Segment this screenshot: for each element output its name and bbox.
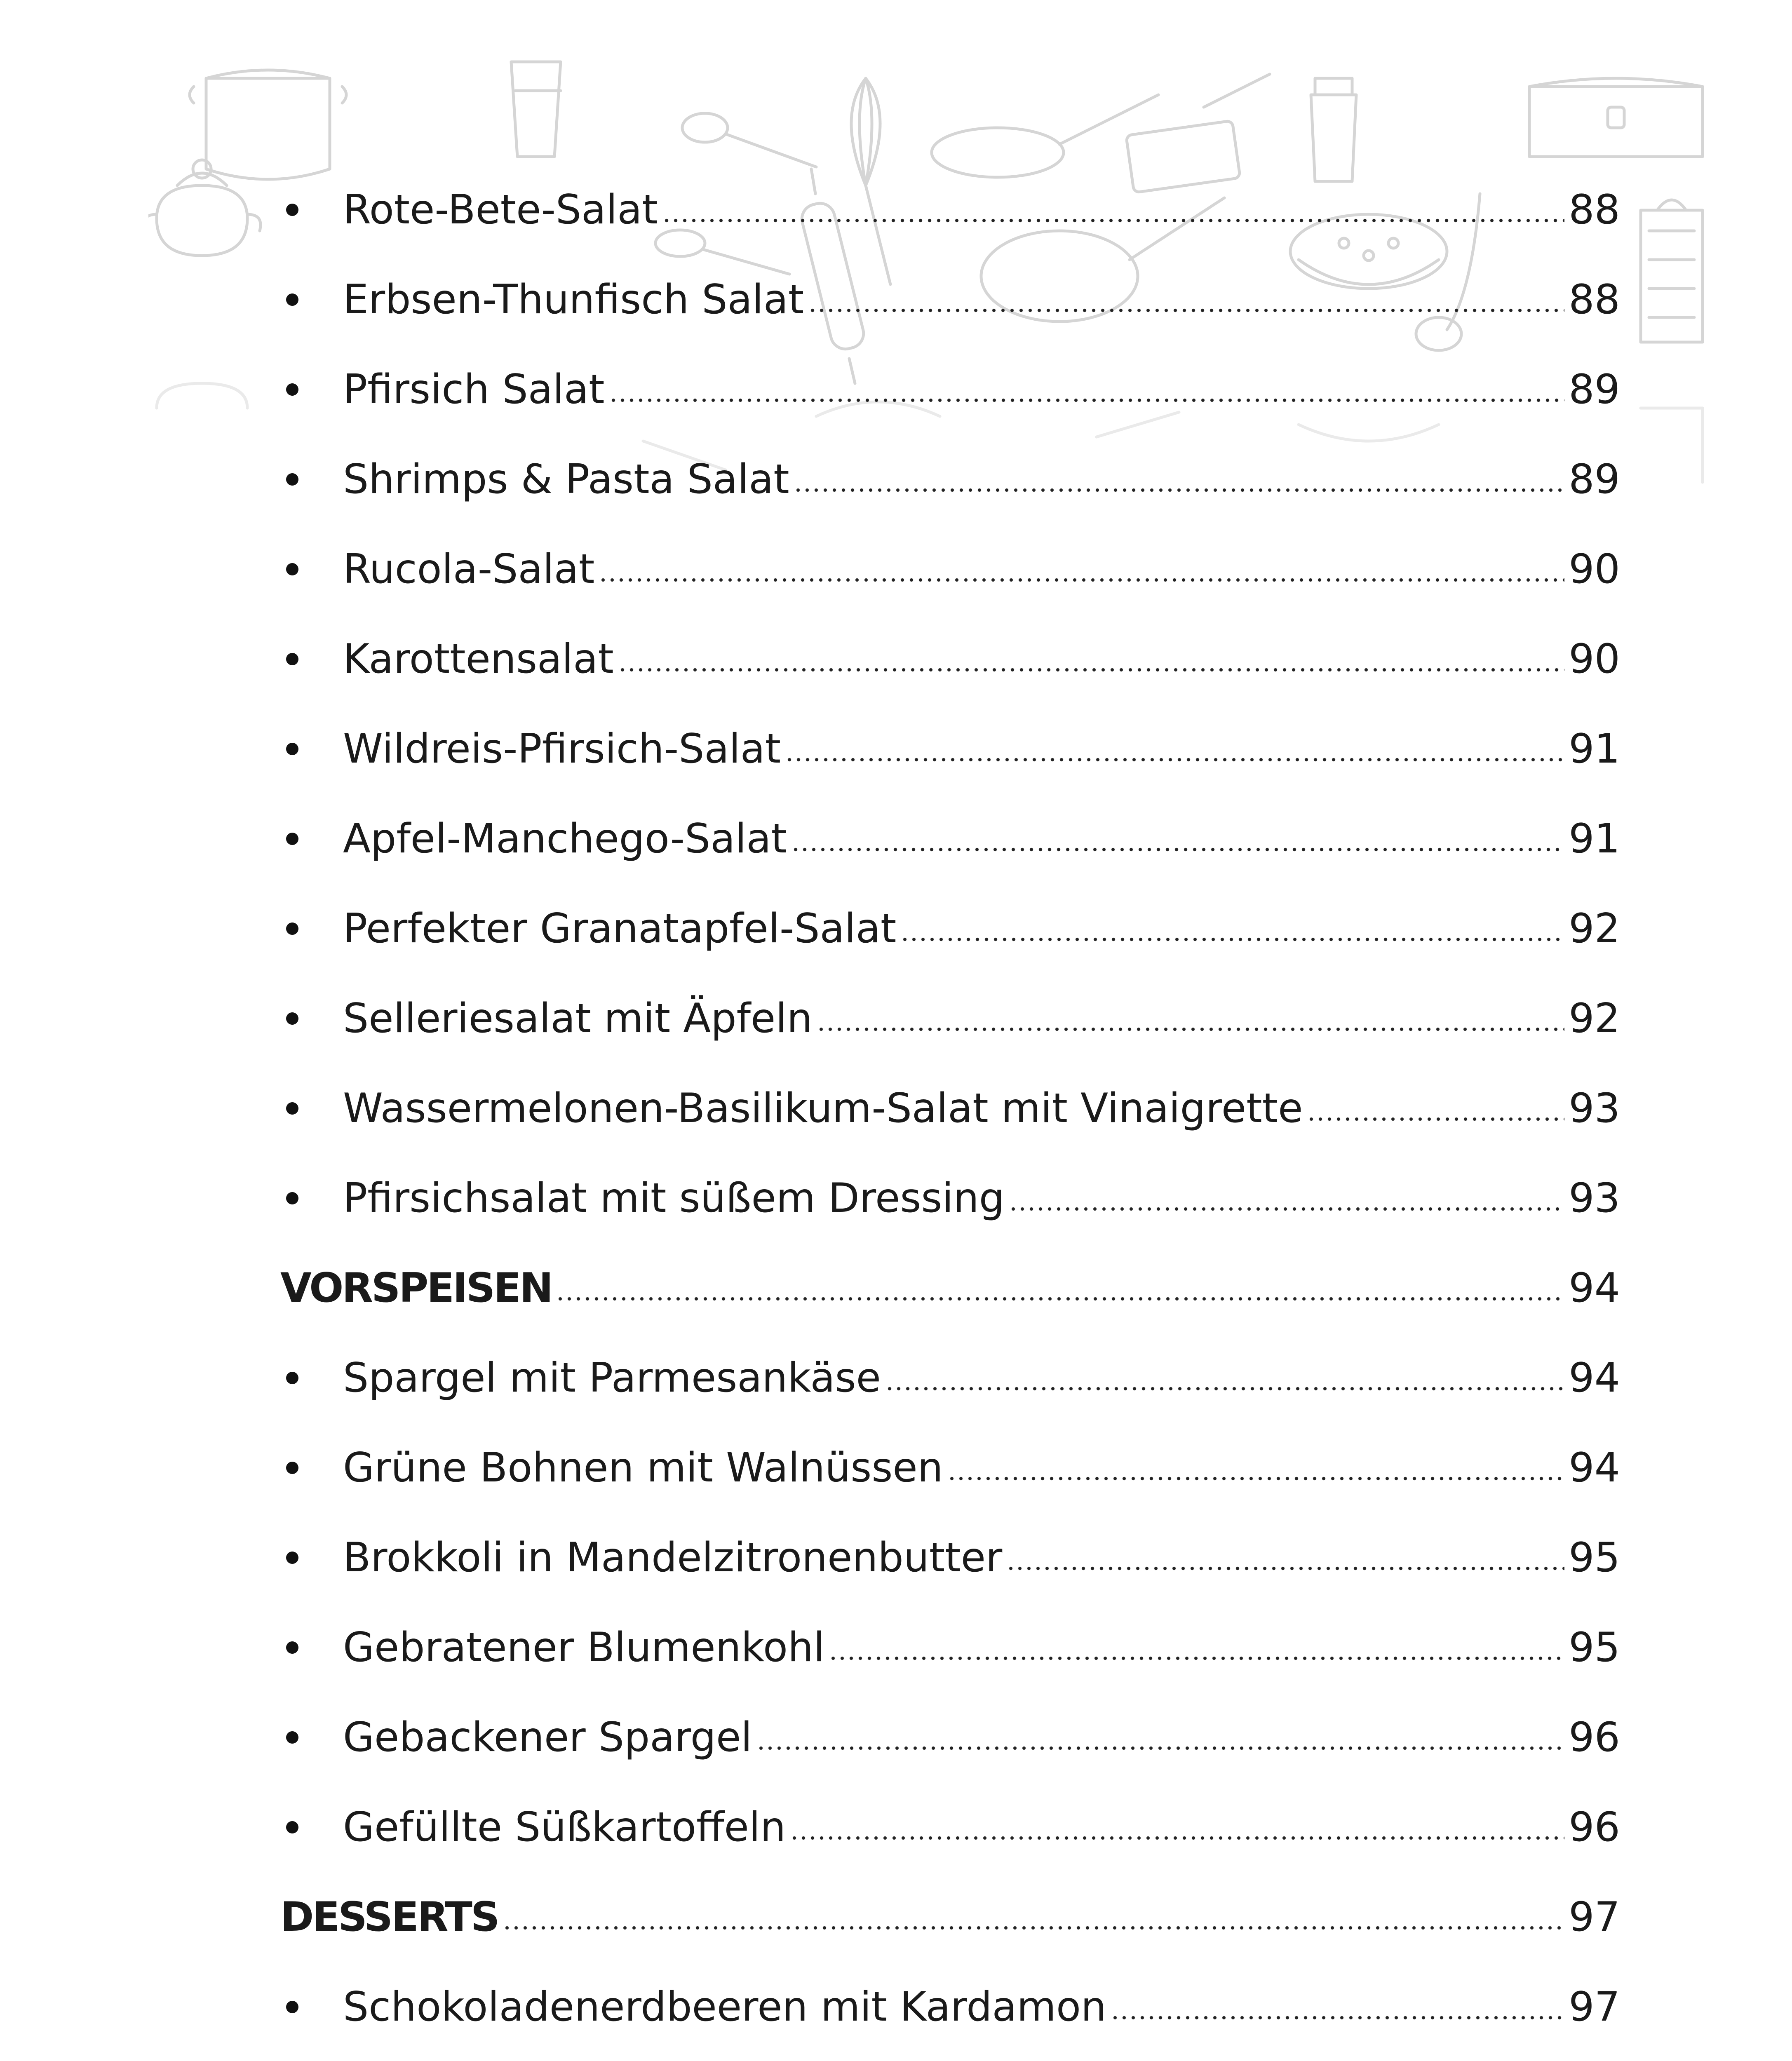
toc-section-heading[interactable] [280, 1243, 1620, 1333]
bullet-icon [286, 383, 298, 396]
dot-leader [791, 819, 1564, 859]
dot-leader [1009, 1178, 1564, 1218]
bullet-icon [286, 473, 298, 486]
toc-entry[interactable] [280, 345, 1620, 434]
toc-page-number: 91 [1569, 725, 1620, 772]
bullet-icon [286, 923, 298, 935]
bullet-icon [286, 2001, 298, 2013]
toc-entry[interactable] [280, 1782, 1620, 1872]
toc-page-number: 88 [1569, 276, 1620, 323]
dot-leader [1111, 1987, 1564, 2027]
toc-entry-title: Grüne Bohnen mit Walnüssen [343, 1444, 943, 1491]
dot-leader [885, 1358, 1564, 1398]
dot-leader [1006, 1538, 1564, 1578]
toc-entry-title: Rucola-Salat [343, 546, 595, 593]
toc-page-number: 95 [1569, 1624, 1620, 1671]
toc-page-number: 90 [1569, 636, 1620, 683]
toc-entry-title: Rote-Bete-Salat [343, 186, 658, 233]
dot-leader [503, 1897, 1565, 1937]
toc-page-number: 93 [1569, 1085, 1620, 1132]
toc-entry-title: Apfel-Manchego-Salat [343, 815, 787, 862]
toc-entry[interactable] [280, 1333, 1620, 1423]
toc-entry-title: Perfekter Granatapfel-Salat [343, 905, 897, 952]
toc-entry[interactable] [280, 1692, 1620, 1782]
toc-page-number: 96 [1569, 1804, 1620, 1851]
bullet-icon [286, 1372, 298, 1384]
dot-leader [618, 639, 1565, 679]
dot-leader [756, 1717, 1565, 1758]
bullet-icon [286, 563, 298, 575]
toc-entry[interactable] [280, 1153, 1620, 1243]
toc-section-heading[interactable] [280, 1872, 1620, 1962]
toc-entry[interactable] [280, 1962, 1620, 2052]
toc-entry-title: Wildreis-Pfirsich-Salat [343, 725, 781, 772]
sugar-bowl-icon [148, 160, 261, 256]
bullet-icon [286, 1821, 298, 1833]
dot-leader [900, 908, 1564, 949]
bullet-icon [286, 743, 298, 755]
toc-entry-title: Brokkoli in Mandelzitronenbutter [343, 1534, 1003, 1581]
toc-page-number: 94 [1569, 1444, 1620, 1491]
toc-section-title: VORSPEISEN [280, 1265, 552, 1312]
dot-leader [662, 190, 1564, 230]
baking-tin-icon [1529, 78, 1703, 157]
toc-page-number: 94 [1569, 1265, 1620, 1312]
toc-entry[interactable] [280, 1603, 1620, 1692]
toc-entry-title: Schokoladenerdbeeren mit Kardamon [343, 1984, 1107, 2030]
toc-entry-title: Pfirsichsalat mit süßem Dressing [343, 1175, 1005, 1222]
toc-page-number: 91 [1569, 815, 1620, 862]
toc-entry-title: Karottensalat [343, 636, 614, 683]
toc-page-number: 94 [1569, 1354, 1620, 1401]
toc-entry-title: Wassermelonen-Basilikum-Salat mit Vinaigrette [343, 1085, 1303, 1132]
toc-page-number: 92 [1569, 995, 1620, 1042]
bullet-icon [286, 1552, 298, 1564]
toc-entry[interactable] [280, 1423, 1620, 1513]
toc-entry[interactable] [280, 1063, 1620, 1153]
toc-page-number: 93 [1569, 1175, 1620, 1222]
bullet-icon [286, 1102, 298, 1115]
dot-leader [609, 369, 1565, 410]
toc-page-number: 89 [1569, 366, 1620, 413]
bullet-icon [286, 653, 298, 665]
dot-leader [817, 998, 1565, 1039]
dot-leader [1307, 1088, 1564, 1129]
toc-entry[interactable] [280, 794, 1620, 884]
toc-entry[interactable] [280, 884, 1620, 974]
toc-entry[interactable] [280, 255, 1620, 345]
toc-page-number: 96 [1569, 1714, 1620, 1761]
bullet-icon [286, 1462, 298, 1474]
toc-entry[interactable] [280, 704, 1620, 794]
dot-leader [599, 549, 1564, 589]
toc-entry-title: Erbsen-Thunfisch Salat [343, 276, 804, 323]
toc-page-number: 89 [1569, 456, 1620, 503]
grater-icon [1641, 200, 1703, 342]
dot-leader [790, 1807, 1564, 1847]
toc-entry-title: Selleriesalat mit Äpfeln [343, 995, 813, 1042]
glass-icon [511, 62, 561, 157]
dot-leader [947, 1448, 1565, 1488]
bullet-icon [286, 1731, 298, 1744]
bullet-icon [286, 1641, 298, 1654]
toc-entry-title: Pfirsich Salat [343, 366, 605, 413]
toc-entry[interactable] [280, 2052, 1620, 2061]
cooking-pot-icon [190, 70, 346, 179]
dot-leader [829, 1627, 1564, 1668]
bullet-icon [286, 204, 298, 216]
toc-page-number: 92 [1569, 905, 1620, 952]
dot-leader [808, 279, 1564, 320]
toc-entry-title: Gefüllte Süßkartoffeln [343, 1804, 786, 1851]
dot-leader [785, 729, 1564, 769]
bullet-icon [286, 1012, 298, 1025]
table-of-contents [280, 165, 1620, 2061]
bullet-icon [286, 293, 298, 306]
toc-entry[interactable] [280, 1513, 1620, 1603]
toc-entry-title: Gebratener Blumenkohl [343, 1624, 825, 1671]
toc-entry-title: Shrimps & Pasta Salat [343, 456, 789, 503]
toc-page-number: 97 [1569, 1984, 1620, 2030]
toc-entry[interactable] [280, 614, 1620, 704]
toc-section-title: DESSERTS [280, 1894, 498, 1941]
toc-page-number: 97 [1569, 1894, 1620, 1941]
dot-leader [556, 1268, 1564, 1308]
toc-entry[interactable] [280, 524, 1620, 614]
toc-entry-title: Spargel mit Parmesankäse [343, 1354, 881, 1401]
bullet-icon [286, 1192, 298, 1204]
toc-entry[interactable] [280, 434, 1620, 524]
dot-leader [794, 459, 1565, 500]
toc-entry[interactable] [280, 974, 1620, 1063]
bullet-icon [286, 833, 298, 845]
toc-page-number: 95 [1569, 1534, 1620, 1581]
toc-page-number: 88 [1569, 186, 1620, 233]
toc-entry-title: Gebackener Spargel [343, 1714, 752, 1761]
toc-entry[interactable] [280, 165, 1620, 255]
toc-page-number: 90 [1569, 546, 1620, 593]
